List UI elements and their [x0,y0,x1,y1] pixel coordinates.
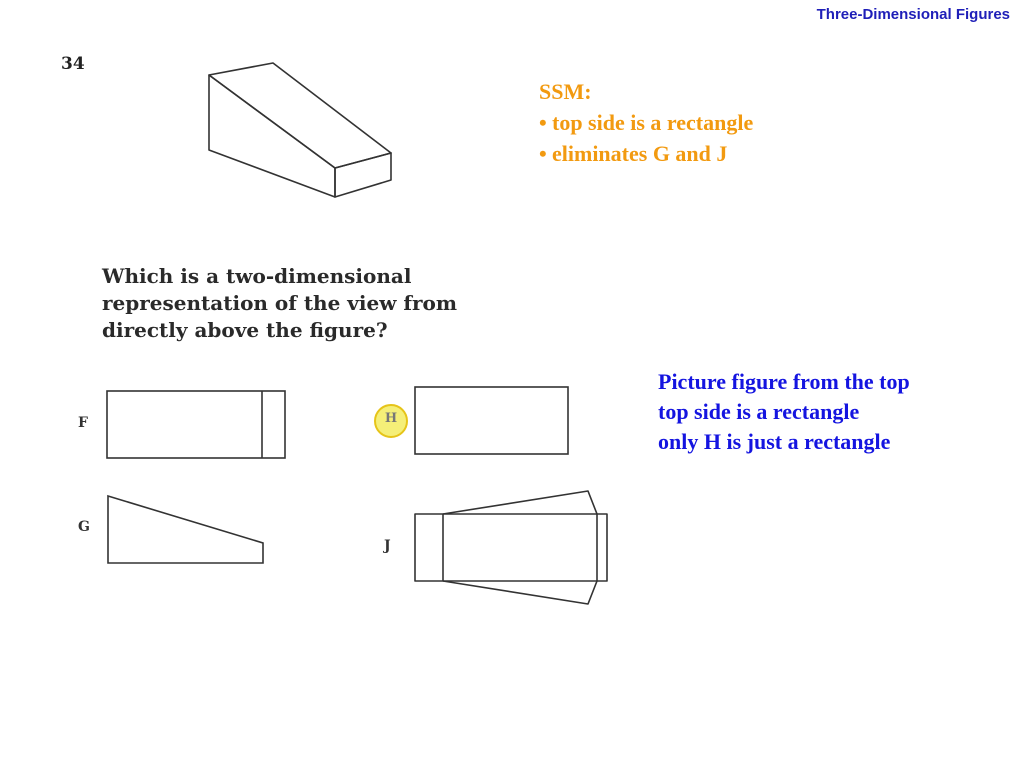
prompt-line: representation of the view from [102,291,458,315]
ssm-bullet: • eliminates G and J [539,138,753,169]
explanation-line: only H is just a rectangle [658,429,891,454]
wedge-top-face [209,63,391,168]
explanation-line: Picture figure from the top [658,369,910,394]
wedge-front-face [209,75,335,197]
slide-title: Three-Dimensional Figures [816,6,1010,23]
choice-h-label[interactable]: H [384,411,398,426]
choice-g-label[interactable]: G [78,519,90,535]
choice-g-figure [108,496,263,563]
prompt-line: directly above the figure? [102,318,388,342]
choice-f-figure [107,391,285,458]
ssm-note [539,76,753,169]
choice-h-figure [415,387,568,454]
question-prompt [102,263,522,344]
ssm-heading: SSM: [539,79,592,104]
choice-j-label[interactable]: J [384,538,391,554]
choice-f-label[interactable]: F [78,415,88,431]
wedge-end-face [335,153,391,197]
ssm-bullet: • top side is a rectangle [539,107,753,138]
explanation-line: top side is a rectangle [658,399,860,424]
question-number: 34 [61,54,85,74]
choice-j-figure [415,491,607,604]
explanation-note [658,367,910,457]
prompt-line: Which is a two-dimensional [102,264,412,288]
